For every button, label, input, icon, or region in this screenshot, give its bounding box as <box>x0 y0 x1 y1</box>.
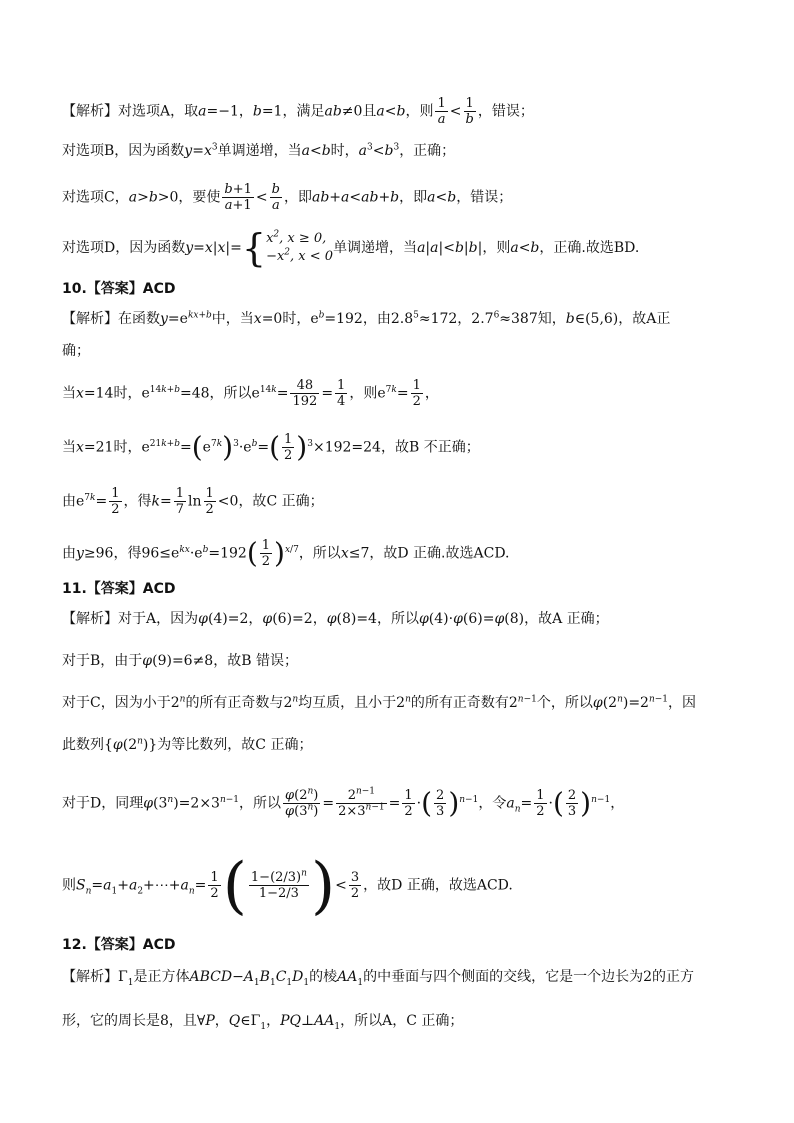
q10-option-d: 由y≥96，得$96\le e^{kx}\cdot e^b=192$( $\frac{1}{2}$ )$^{x/7}$，所以x≤7，故D 正确.故选ACD. <box>62 536 510 570</box>
q11-option-c-1: 对于C，因为小于2$^n$的所有正奇数与2$^n$均互质，且小于2$^n$的所有正奇数有$2^{n-1}$个，所以$\varphi(2^n)=2^{n-1}$，因 <box>62 694 697 711</box>
q9-option-b: 对选项B，因为函数$y=x^3$单调递增，当a<b时，$a^3<b^3$，正确； <box>62 142 456 159</box>
q10-option-a: 【解析】在函数$y=e^{kx+b}$中，当x=0时，$e^b=192$，由$2.8^5\approx 172$，$2.7^6\approx 387$知，b∈(5,6)，故A正 <box>62 310 671 327</box>
q10-option-a-cont: 确； <box>62 343 90 359</box>
q11-option-c-2: 此数列{φ(2$^n$)}为等比数列，故C 正确； <box>62 736 313 753</box>
q10-option-b-2: 当x=21时，$e^{21k+b}=(e^{7k})^3\cdot e^b=$( $\frac{1}{2}$ )$^3$×192=24，故B 不正确； <box>62 430 480 464</box>
q10-option-c: 由$e^{7k}=$ $\frac{1}{2}$ ，得k= $\frac{1}{7}$ ln $\frac{1}{2}$ <0，故C 正确； <box>62 486 324 517</box>
q10-answer: 10.【答案】ACD <box>62 281 176 297</box>
q9-option-c: 对选项C，a>b>0，要使 $\frac{b+1}{a+1}$ < $\frac{b}{a}$ ，即ab+a<ab+b，即a<b，错误； <box>62 182 513 213</box>
q12-analysis-2: 形，它的周长是8，且∀P，$Q\in\Gamma_1$，$PQ\perp AA_1$，所以A，C 正确； <box>62 1013 464 1032</box>
q11-option-d-1: 对于D，同理$\varphi(3^n)=2\times 3^{n-1}$，所以 $\frac{\varphi(2^n)}{\varphi(3^n)}$ = $\frac{2^{n-1}}{2\times 3^{n-1}}$ = $\frac{1}{2}$ ·( $\frac{2}{3}$ )$^{n-1}$，令$a_n=$ $\frac{1}{2}$ ·( $\frac{2}{3}$ )$^{n-1}$， <box>62 786 625 820</box>
q11-option-b: 对于B，由于φ(9)=6≠8，故B 错误； <box>62 653 298 669</box>
q9-option-a: 【解析】对选项A，取a=−1，b=1，满足ab≠0且a<b，则 $\frac{1}{a}$ < $\frac{1}{b}$ ，错误； <box>62 96 534 127</box>
q9-option-d: 对选项D，因为函数$y=x|x|=\{x^2$, x ≥ 0, $-x^2$, x < 0单调递增，当a|a|<b|b|，则a<b，正确.故选BD. <box>62 226 640 270</box>
q11-option-a: 【解析】对于A，因为φ(4)=2，φ(6)=2，φ(8)=4，所以φ(4)·φ(6)=φ(8)，故A 正确； <box>62 611 609 627</box>
q10-option-b-1: 当x=14时，$e^{14k+b}=48$，所以$e^{14k}=$ $\frac{48}{192}$ = $\frac{1}{4}$ ，则$e^{7k}=$ $\frac{1}{2}$ ， <box>62 378 439 409</box>
q11-answer: 11.【答案】ACD <box>62 581 176 597</box>
q12-analysis-1: 【解析】$\Gamma_1$是正方体$ABCD-A_1B_1C_1D_1$的棱$AA_1$的中垂面与四个侧面的交线，它是一个边长为2的正方 <box>62 969 694 988</box>
q11-option-d-2: 则$S_n=a_1+a_2+\cdots+a_n=$ $\frac{1}{2}$ ( $\frac{1-(2/3)^n}{1-2/3}$ )< $\frac{3}{2}$ ，故D 正确，故选ACD. <box>62 848 513 922</box>
q12-answer: 12.【答案】ACD <box>62 937 176 953</box>
